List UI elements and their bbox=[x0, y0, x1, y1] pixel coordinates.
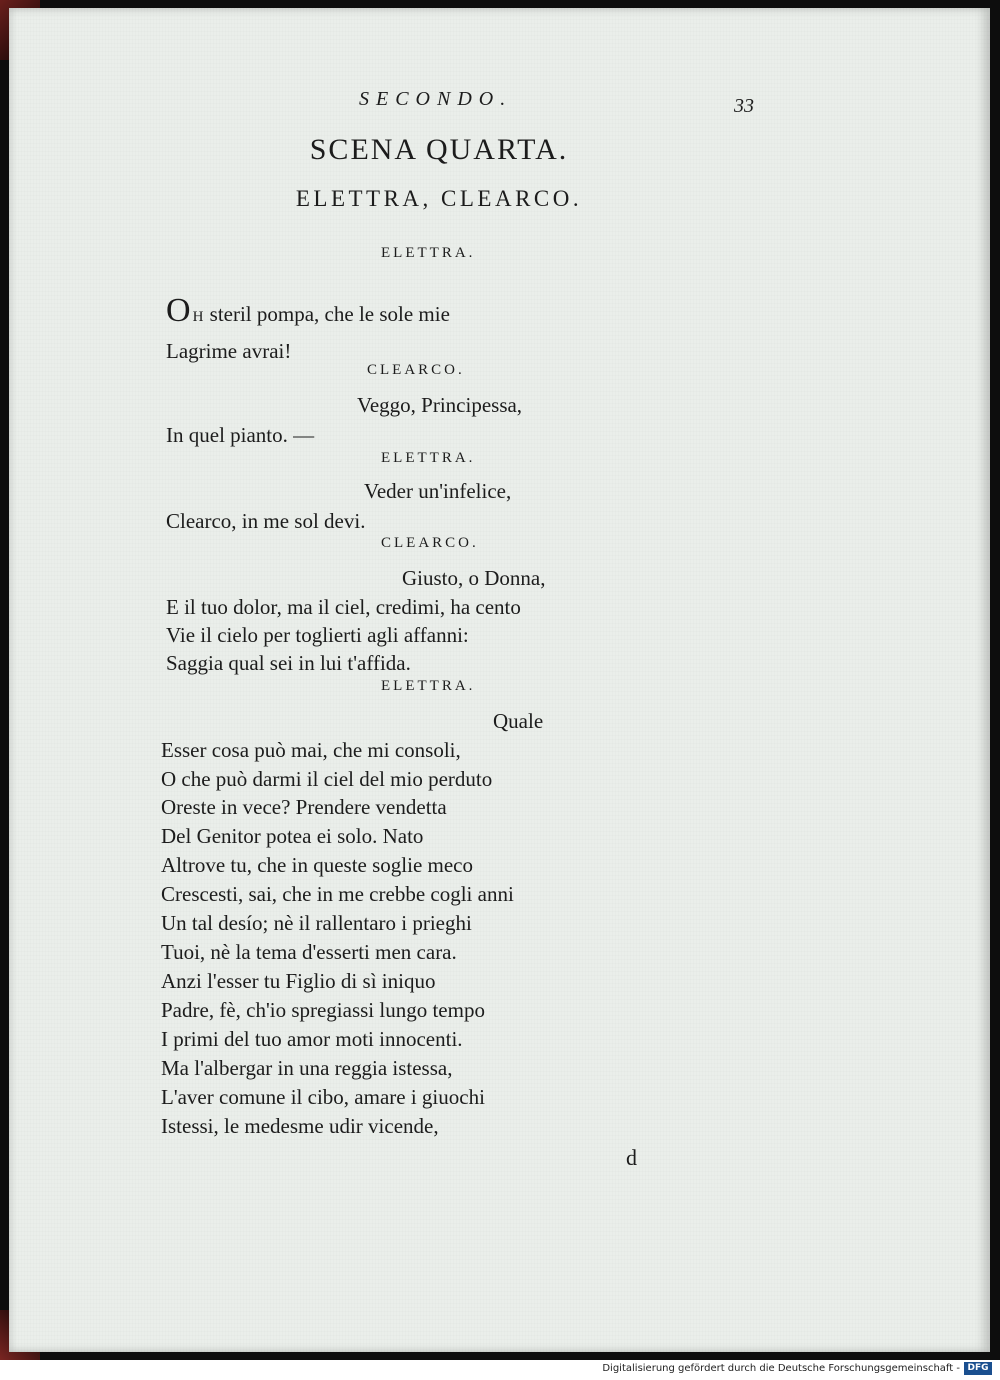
verse-line: Ma l'albergar in una reggia istessa, bbox=[161, 1056, 453, 1080]
drop-cap: O bbox=[166, 292, 193, 329]
signature-mark: d bbox=[626, 1145, 637, 1170]
funding-note: Digitalisierung gefördert durch die Deutsche Forschungsgemeinschaft - bbox=[602, 1363, 960, 1374]
verse-line: Istessi, le medesme udir vicende, bbox=[161, 1114, 439, 1138]
speaker-heading: CLEARCO. bbox=[381, 535, 479, 551]
verse-line: I primi del tuo amor moti innocenti. bbox=[161, 1027, 463, 1051]
verse-line bbox=[166, 292, 450, 330]
verse-line: Un tal desío; nè il rallentaro i prieghi bbox=[161, 911, 472, 935]
dfg-logo: DFG bbox=[964, 1362, 992, 1375]
book-page bbox=[9, 8, 990, 1352]
verse-line: Crescesti, sai, che in me crebbe cogli anni bbox=[161, 882, 514, 906]
verse-line: Veder un'infelice, bbox=[364, 479, 512, 503]
verse-line: Giusto, o Donna, bbox=[402, 566, 546, 590]
speaker-heading: ELETTRA. bbox=[381, 245, 476, 261]
scene-title: SCENA QUARTA. bbox=[309, 133, 569, 166]
speaker-heading: ELETTRA. bbox=[381, 678, 476, 694]
verse-text: steril pompa, che le sole mie bbox=[204, 302, 450, 326]
verse-line: L'aver comune il cibo, amare i giuochi bbox=[161, 1085, 485, 1109]
verse-line: Esser cosa può mai, che mi consoli, bbox=[161, 738, 461, 762]
speaker-heading: CLEARCO. bbox=[367, 362, 465, 378]
verse-line: O che può darmi il ciel del mio perduto bbox=[161, 767, 493, 791]
verse-line: Veggo, Principessa, bbox=[357, 393, 523, 417]
verse-line: Padre, fè, ch'io spregiassi lungo tempo bbox=[161, 998, 485, 1022]
scene-characters: ELETTRA, CLEARCO. bbox=[295, 186, 583, 211]
page-number: 33 bbox=[734, 95, 754, 117]
running-head: SECONDO. bbox=[359, 88, 513, 110]
verse-line: Altrove tu, che in queste soglie meco bbox=[161, 853, 473, 877]
verse-line: Tuoi, nè la tema d'esserti men cara. bbox=[161, 940, 457, 964]
verse-line: E il tuo dolor, ma il ciel, credimi, ha cento bbox=[166, 595, 521, 619]
verse-line: Anzi l'esser tu Figlio di sì iniquo bbox=[161, 969, 436, 993]
verse-line: Saggia qual sei in lui t'affida. bbox=[166, 651, 411, 675]
verse-line: Del Genitor potea ei solo. Nato bbox=[161, 824, 424, 848]
verse-line: Vie il cielo per toglierti agli affanni: bbox=[166, 623, 469, 647]
verse-line: In quel pianto. — bbox=[166, 423, 315, 447]
verse-line: Clearco, in me sol devi. bbox=[166, 509, 366, 533]
small-cap: H bbox=[192, 309, 205, 325]
verse-line: Quale bbox=[493, 709, 544, 733]
verse-line: Oreste in vece? Prendere vendetta bbox=[161, 795, 447, 819]
verse-line: Lagrime avrai! bbox=[166, 339, 292, 363]
speaker-heading: ELETTRA. bbox=[381, 450, 476, 466]
